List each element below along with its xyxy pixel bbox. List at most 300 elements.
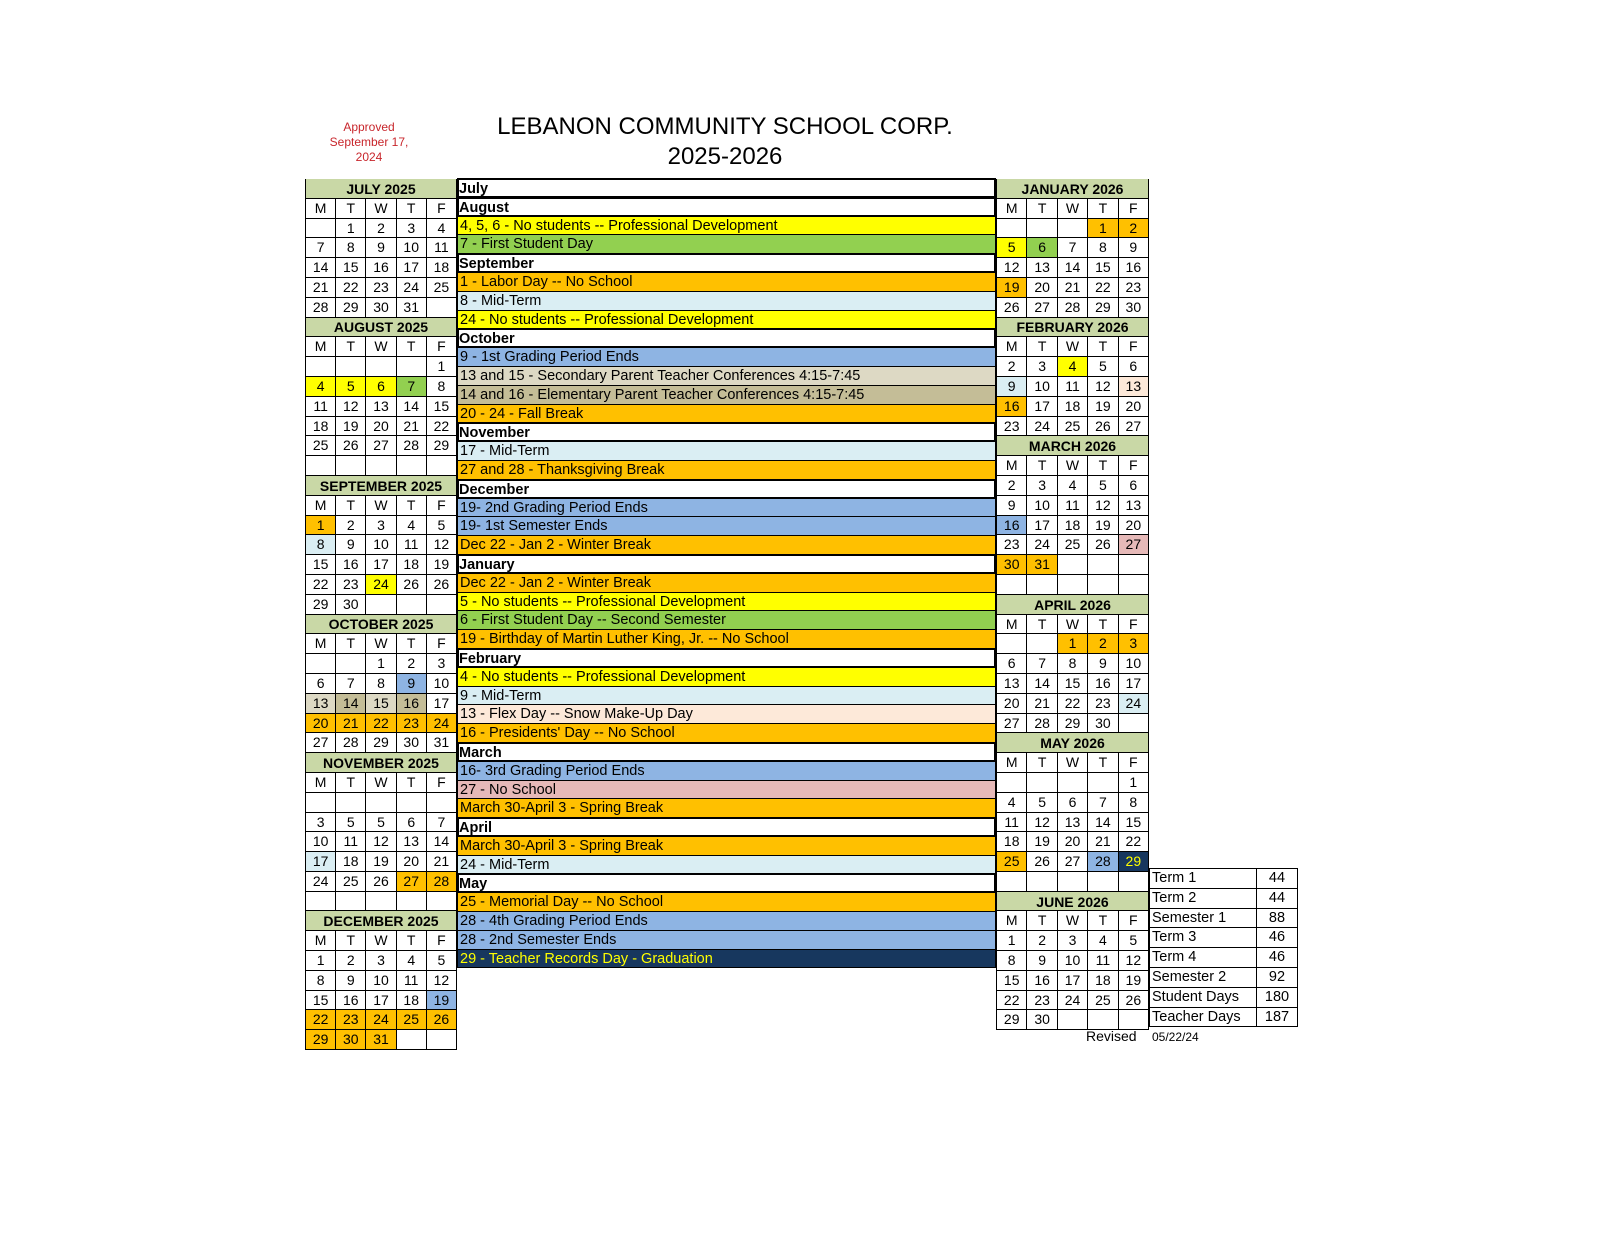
day-cell: 29 [1087, 297, 1118, 318]
day-cell: 8 [426, 376, 457, 397]
empty-day-cell [1118, 713, 1149, 734]
day-cell: 2 [996, 475, 1027, 496]
weekday-cell: T [1026, 614, 1057, 635]
month-header: APRIL 2026 [996, 595, 1149, 615]
empty-day-cell [365, 356, 396, 377]
month-header: OCTOBER 2025 [305, 615, 457, 635]
day-cell: 13 [1026, 257, 1057, 278]
empty-day-cell [1118, 554, 1149, 575]
weekday-cell: M [305, 930, 336, 951]
day-cell: 10 [426, 673, 457, 694]
week-row [305, 298, 457, 318]
weekday-cell: T [335, 495, 366, 516]
day-cell: 14 [1057, 257, 1088, 278]
empty-day-cell [426, 594, 457, 615]
day-cell: 22 [1057, 693, 1088, 714]
week-row [996, 555, 1149, 575]
totals-row [1149, 968, 1299, 988]
day-cell: 18 [396, 554, 427, 575]
event-item: 5 - No students -- Professional Development [457, 592, 996, 612]
day-cell: 26 [1026, 851, 1057, 872]
weekday-cell: T [1087, 752, 1118, 773]
week-row [996, 298, 1149, 318]
weekday-header-row [996, 911, 1149, 931]
weekday-header-row [996, 753, 1149, 773]
month-header: JULY 2025 [305, 179, 457, 199]
week-row [305, 832, 457, 852]
day-cell: 1 [1057, 633, 1088, 654]
empty-day-cell [1057, 871, 1088, 892]
weekday-header-row [305, 496, 457, 516]
day-cell: 30 [1087, 713, 1118, 734]
events-column [457, 179, 996, 968]
day-cell: 7 [396, 376, 427, 397]
day-cell: 13 [996, 673, 1027, 694]
week-row [996, 773, 1149, 793]
totals-label: Term 2 [1149, 888, 1257, 909]
week-row [996, 258, 1149, 278]
day-cell: 6 [996, 653, 1027, 674]
weekday-cell: W [1057, 336, 1088, 357]
day-cell: 1 [365, 653, 396, 674]
day-cell: 15 [1118, 812, 1149, 833]
day-cell: 23 [996, 534, 1027, 555]
week-row [305, 417, 457, 437]
event-item: 9 - 1st Grading Period Ends [457, 347, 996, 367]
weekday-cell: T [1087, 198, 1118, 219]
event-month-heading: January [457, 554, 996, 574]
event-item: 24 - No students -- Professional Development [457, 310, 996, 330]
day-cell: 26 [1087, 534, 1118, 555]
empty-day-cell [426, 455, 457, 476]
day-cell: 12 [1026, 812, 1057, 833]
weekday-cell: W [365, 772, 396, 793]
day-cell: 13 [396, 831, 427, 852]
day-cell: 12 [426, 534, 457, 555]
week-row [305, 951, 457, 971]
empty-day-cell [1087, 772, 1118, 793]
day-cell: 19 [426, 554, 457, 575]
day-cell: 9 [996, 376, 1027, 397]
day-cell: 2 [996, 356, 1027, 377]
day-cell: 21 [1087, 831, 1118, 852]
empty-day-cell [335, 891, 366, 912]
weekday-cell: T [396, 495, 427, 516]
day-cell: 4 [996, 792, 1027, 813]
day-cell: 11 [1087, 950, 1118, 971]
day-cell: 3 [305, 812, 336, 833]
empty-day-cell [1087, 554, 1118, 575]
totals-value: 180 [1256, 987, 1298, 1008]
totals-value: 88 [1256, 908, 1298, 929]
weekday-cell: W [365, 336, 396, 357]
weekday-cell: W [365, 633, 396, 654]
day-cell: 2 [1026, 930, 1057, 951]
empty-day-cell [1026, 574, 1057, 595]
event-item: 13 - Flex Day -- Snow Make-Up Day [457, 704, 996, 724]
event-item: 29 - Teacher Records Day - Graduation [457, 949, 996, 969]
day-cell: 4 [426, 218, 457, 239]
weekday-cell: T [335, 772, 366, 793]
weekday-cell: F [426, 930, 457, 951]
empty-day-cell [1118, 574, 1149, 595]
weekday-cell: W [1057, 455, 1088, 476]
totals-value: 46 [1256, 927, 1298, 948]
empty-day-cell [1026, 871, 1057, 892]
day-cell: 4 [1087, 930, 1118, 951]
empty-day-cell [426, 891, 457, 912]
month-header: FEBRUARY 2026 [996, 318, 1149, 338]
empty-day-cell [335, 356, 366, 377]
weekday-cell: F [1118, 752, 1149, 773]
weekday-cell: W [1057, 910, 1088, 931]
day-cell: 21 [426, 851, 457, 872]
day-cell: 9 [1026, 950, 1057, 971]
month-header: JUNE 2026 [996, 892, 1149, 912]
month-header: SEPTEMBER 2025 [305, 476, 457, 496]
day-cell: 28 [305, 297, 336, 318]
day-cell: 1 [305, 950, 336, 971]
weekday-header-row [305, 634, 457, 654]
empty-day-cell [1087, 871, 1118, 892]
day-cell: 11 [396, 970, 427, 991]
event-item: 20 - 24 - Fall Break [457, 404, 996, 424]
day-cell: 22 [335, 277, 366, 298]
week-row [996, 991, 1149, 1011]
day-cell: 24 [365, 574, 396, 595]
empty-day-cell [1026, 218, 1057, 239]
day-cell: 24 [1118, 693, 1149, 714]
empty-day-cell [396, 455, 427, 476]
week-row [996, 496, 1149, 516]
day-cell: 8 [996, 950, 1027, 971]
day-cell: 7 [305, 237, 336, 258]
day-cell: 7 [426, 812, 457, 833]
weekday-cell: T [335, 336, 366, 357]
day-cell: 15 [305, 990, 336, 1011]
week-row [996, 535, 1149, 555]
week-row [305, 674, 457, 694]
event-month-heading: February [457, 648, 996, 668]
day-cell: 27 [1057, 851, 1088, 872]
day-cell: 30 [1026, 1009, 1057, 1030]
weekday-cell: M [305, 772, 336, 793]
weekday-cell: T [1026, 455, 1057, 476]
weekday-cell: T [396, 772, 427, 793]
day-cell: 25 [426, 277, 457, 298]
day-cell: 13 [305, 693, 336, 714]
empty-day-cell [1026, 772, 1057, 793]
day-cell: 15 [996, 970, 1027, 991]
day-cell: 30 [396, 732, 427, 753]
week-row [996, 832, 1149, 852]
event-month-heading: August [457, 197, 996, 217]
week-row [996, 397, 1149, 417]
weekday-cell: T [396, 198, 427, 219]
empty-day-cell [335, 455, 366, 476]
day-cell: 16 [335, 554, 366, 575]
empty-day-cell [1057, 1009, 1088, 1030]
day-cell: 22 [996, 990, 1027, 1011]
day-cell: 2 [1087, 633, 1118, 654]
day-cell: 23 [1118, 277, 1149, 298]
weekday-cell: F [1118, 910, 1149, 931]
day-cell: 1 [996, 930, 1027, 951]
day-cell: 4 [305, 376, 336, 397]
day-cell: 14 [335, 693, 366, 714]
day-cell: 19 [1118, 970, 1149, 991]
week-row [996, 971, 1149, 991]
week-row [305, 793, 457, 813]
day-cell: 1 [305, 515, 336, 536]
right-calendar-column [996, 179, 1149, 1030]
day-cell: 29 [305, 594, 336, 615]
day-cell: 6 [305, 673, 336, 694]
day-cell: 15 [1087, 257, 1118, 278]
event-item: 8 - Mid-Term [457, 291, 996, 311]
event-month-heading: April [457, 817, 996, 837]
week-row [305, 872, 457, 892]
empty-day-cell [996, 633, 1027, 654]
totals-value: 92 [1256, 967, 1298, 988]
weekday-cell: M [305, 198, 336, 219]
day-cell: 14 [396, 396, 427, 417]
totals-label: Semester 1 [1149, 908, 1257, 929]
weekday-cell: W [1057, 752, 1088, 773]
empty-day-cell [996, 574, 1027, 595]
totals-row [1149, 889, 1299, 909]
day-cell: 18 [996, 831, 1027, 852]
day-cell: 9 [396, 673, 427, 694]
revised-date: 05/22/24 [1152, 1030, 1199, 1044]
weekday-cell: T [1087, 614, 1118, 635]
week-row [996, 694, 1149, 714]
day-cell: 25 [305, 435, 336, 456]
weekday-cell: F [426, 336, 457, 357]
day-cell: 11 [996, 812, 1027, 833]
day-cell: 17 [1057, 970, 1088, 991]
revised-label: Revised [1086, 1028, 1137, 1044]
day-cell: 20 [1118, 515, 1149, 536]
day-cell: 22 [365, 713, 396, 734]
day-cell: 17 [1026, 515, 1057, 536]
week-row [305, 219, 457, 239]
totals-value: 44 [1256, 888, 1298, 909]
weekday-cell: M [996, 336, 1027, 357]
day-cell: 8 [1087, 237, 1118, 258]
day-cell: 26 [365, 871, 396, 892]
day-cell: 27 [305, 732, 336, 753]
day-cell: 24 [305, 871, 336, 892]
day-cell: 22 [305, 1009, 336, 1030]
day-cell: 15 [1057, 673, 1088, 694]
week-row [305, 238, 457, 258]
weekday-cell: M [305, 495, 336, 516]
day-cell: 15 [365, 693, 396, 714]
empty-day-cell [1057, 218, 1088, 239]
day-cell: 17 [1118, 673, 1149, 694]
day-cell: 14 [426, 831, 457, 852]
day-cell: 18 [1087, 970, 1118, 991]
empty-day-cell [396, 356, 427, 377]
totals-label: Term 4 [1149, 947, 1257, 968]
totals-row [1149, 988, 1299, 1008]
day-cell: 1 [426, 356, 457, 377]
day-cell: 29 [1057, 713, 1088, 734]
day-cell: 21 [305, 277, 336, 298]
week-row [996, 793, 1149, 813]
title-line: LEBANON COMMUNITY SCHOOL CORP. [497, 113, 953, 140]
weekday-cell: T [396, 336, 427, 357]
day-cell: 17 [396, 257, 427, 278]
day-cell: 23 [1026, 990, 1057, 1011]
month-header: NOVEMBER 2025 [305, 753, 457, 773]
day-cell: 29 [365, 732, 396, 753]
day-cell: 21 [335, 713, 366, 734]
day-cell: 16 [996, 396, 1027, 417]
day-cell: 12 [996, 257, 1027, 278]
day-cell: 10 [365, 970, 396, 991]
week-row [305, 575, 457, 595]
week-row [996, 852, 1149, 872]
empty-day-cell [996, 772, 1027, 793]
day-cell: 9 [996, 495, 1027, 516]
day-cell: 18 [1057, 396, 1088, 417]
day-cell: 25 [1087, 990, 1118, 1011]
weekday-cell: T [335, 930, 366, 951]
day-cell: 14 [1026, 673, 1057, 694]
week-row [996, 278, 1149, 298]
day-cell: 12 [1087, 376, 1118, 397]
weekday-cell: T [1026, 198, 1057, 219]
day-cell: 8 [305, 970, 336, 991]
day-cell: 20 [996, 693, 1027, 714]
weekday-cell: T [1087, 910, 1118, 931]
weekday-cell: M [305, 633, 336, 654]
weekday-cell: T [335, 633, 366, 654]
day-cell: 2 [1118, 218, 1149, 239]
empty-day-cell [396, 891, 427, 912]
event-month-heading: March [457, 742, 996, 762]
day-cell: 29 [996, 1009, 1027, 1030]
empty-day-cell [396, 792, 427, 813]
day-cell: 13 [1118, 495, 1149, 516]
week-row [996, 516, 1149, 536]
week-row [305, 377, 457, 397]
event-item: 27 and 28 - Thanksgiving Break [457, 460, 996, 480]
event-item: 17 - Mid-Term [457, 441, 996, 461]
month-header: JANUARY 2026 [996, 179, 1149, 199]
day-cell: 6 [365, 376, 396, 397]
day-cell: 15 [335, 257, 366, 278]
week-row [305, 595, 457, 615]
week-row [305, 397, 457, 417]
day-cell: 3 [396, 218, 427, 239]
week-row [305, 813, 457, 833]
day-cell: 17 [426, 693, 457, 714]
empty-day-cell [996, 218, 1027, 239]
day-cell: 9 [335, 534, 366, 555]
day-cell: 9 [335, 970, 366, 991]
day-cell: 27 [1118, 534, 1149, 555]
day-cell: 20 [1026, 277, 1057, 298]
empty-day-cell [365, 792, 396, 813]
weekday-header-row [305, 931, 457, 951]
week-row [996, 654, 1149, 674]
weekday-cell: T [396, 633, 427, 654]
week-row [305, 971, 457, 991]
day-cell: 16 [1118, 257, 1149, 278]
day-cell: 10 [365, 534, 396, 555]
event-month-heading: October [457, 328, 996, 348]
week-row [305, 714, 457, 734]
day-cell: 5 [1118, 930, 1149, 951]
day-cell: 20 [365, 416, 396, 437]
day-cell: 28 [1057, 297, 1088, 318]
totals-label: Term 3 [1149, 927, 1257, 948]
day-cell: 19 [365, 851, 396, 872]
day-cell: 3 [365, 515, 396, 536]
month-header: AUGUST 2025 [305, 318, 457, 338]
day-cell: 16 [1026, 970, 1057, 991]
event-item: 9 - Mid-Term [457, 686, 996, 706]
totals-row [1149, 948, 1299, 968]
day-cell: 29 [335, 297, 366, 318]
week-row [996, 951, 1149, 971]
day-cell: 21 [1057, 277, 1088, 298]
day-cell: 28 [426, 871, 457, 892]
day-cell: 29 [426, 435, 457, 456]
weekday-header-row [996, 337, 1149, 357]
day-cell: 16 [396, 693, 427, 714]
day-cell: 23 [1087, 693, 1118, 714]
day-cell: 5 [426, 950, 457, 971]
weekday-cell: F [1118, 614, 1149, 635]
day-cell: 31 [365, 1029, 396, 1050]
day-cell: 6 [1118, 356, 1149, 377]
day-cell: 4 [1057, 356, 1088, 377]
empty-day-cell [335, 653, 366, 674]
day-cell: 24 [426, 713, 457, 734]
weekday-cell: T [1026, 910, 1057, 931]
weekday-cell: M [305, 336, 336, 357]
week-row [305, 694, 457, 714]
event-item: 24 - Mid-Term [457, 855, 996, 875]
week-row [305, 1030, 457, 1050]
weekday-cell: T [396, 930, 427, 951]
event-item: 16- 3rd Grading Period Ends [457, 761, 996, 781]
event-month-heading: May [457, 873, 996, 893]
day-cell: 5 [996, 237, 1027, 258]
event-item: 19- 2nd Grading Period Ends [457, 498, 996, 518]
totals-value: 187 [1256, 1007, 1298, 1028]
event-item: 6 - First Student Day -- Second Semester [457, 610, 996, 630]
weekday-cell: F [1118, 336, 1149, 357]
week-row [305, 555, 457, 575]
month-header: DECEMBER 2025 [305, 911, 457, 931]
weekday-cell: F [426, 495, 457, 516]
day-cell: 20 [305, 713, 336, 734]
day-cell: 10 [1118, 653, 1149, 674]
day-cell: 5 [1087, 356, 1118, 377]
day-cell: 29 [1118, 851, 1149, 872]
day-cell: 24 [1026, 534, 1057, 555]
day-cell: 11 [1057, 495, 1088, 516]
day-cell: 18 [426, 257, 457, 278]
day-cell: 18 [335, 851, 366, 872]
day-cell: 10 [305, 831, 336, 852]
totals-label: Student Days [1149, 987, 1257, 1008]
